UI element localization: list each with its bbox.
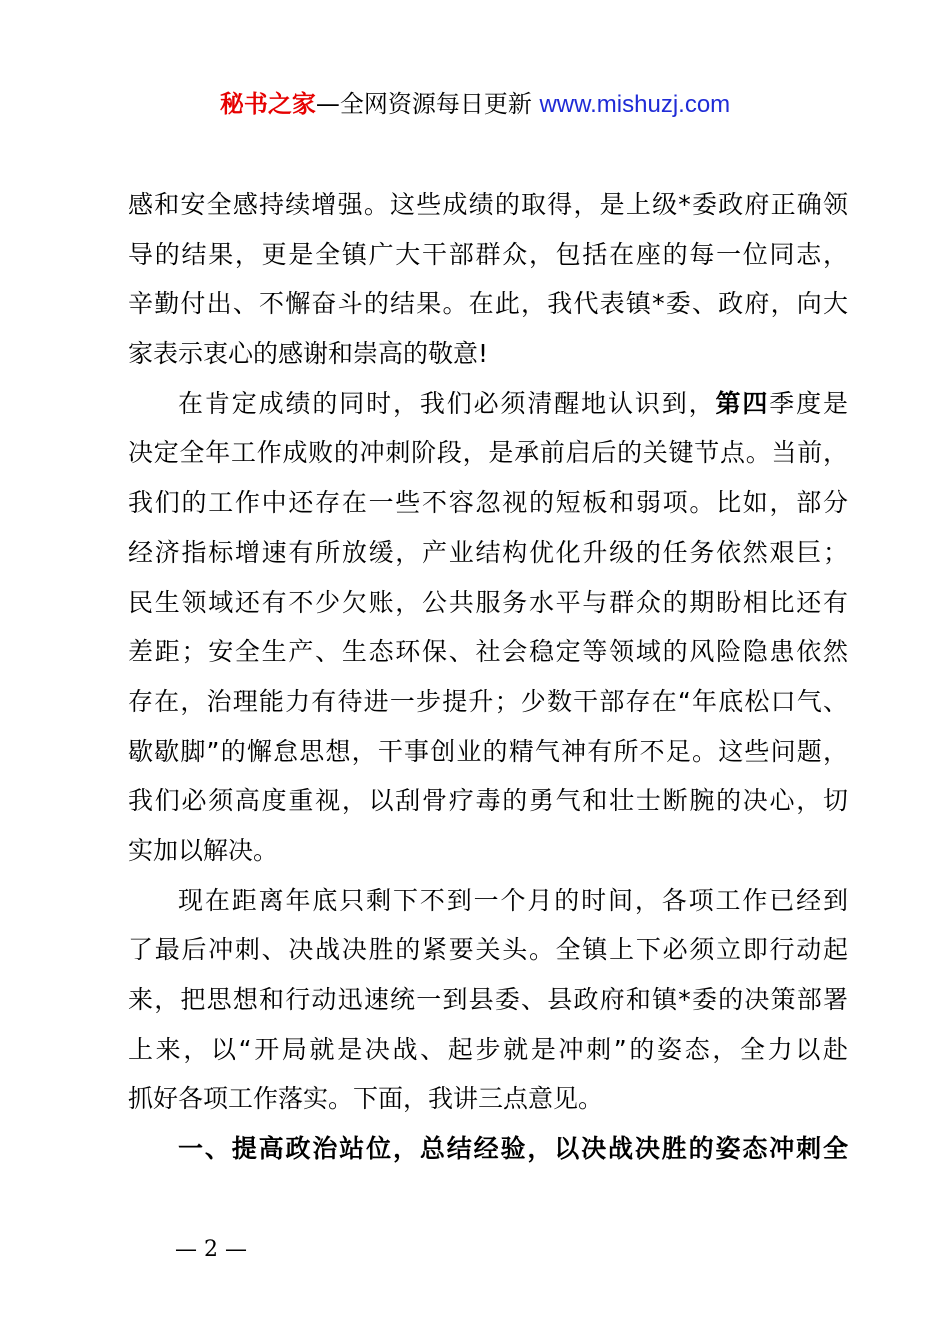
text-run: 在肯定成绩的同时，我们必须清醒地认识到，	[178, 388, 716, 418]
paragraph-line: 现在距离年底只剩下不到一个月的时间，各项工作已经到	[178, 885, 848, 915]
paragraph-line: 抓好各项工作落实。下面，我讲三点意见。	[128, 1084, 604, 1114]
paragraph-line: 导的结果，更是全镇广大干部群众，包括在座的每一位同志，	[128, 239, 848, 269]
site-url-link[interactable]: www.mishuzj.com	[539, 91, 731, 118]
paragraph-line: 决定全年工作成败的冲刺阶段，是承前启后的关键节点。当前，	[128, 438, 848, 468]
paragraph-line: 差距；安全生产、生态环保、社会稳定等领域的风险隐患依然	[128, 637, 848, 667]
paragraph-line: 辛勤付出、不懈奋斗的结果。在此，我代表镇*委、政府，向大	[128, 289, 848, 319]
paragraph-line: 了最后冲刺、决战决胜的紧要关头。全镇上下必须立即行动起	[128, 935, 848, 965]
section-heading: 一、提高政治站位，总结经验，以决战决胜的姿态冲刺全	[178, 1134, 848, 1164]
paragraph-line: 我们的工作中还存在一些不容忽视的短板和弱项。比如，部分	[128, 488, 848, 518]
site-header	[0, 84, 950, 125]
brand-name: 秘书之家	[219, 90, 316, 118]
paragraph-line	[128, 379, 848, 429]
paragraph-line: 家表示衷心的感谢和崇高的敬意!	[128, 339, 489, 369]
paragraph-line: 歇歇脚”的懈怠思想，干事创业的精气神有所不足。这些问题，	[128, 736, 848, 766]
paragraph-line: 来，把思想和行动迅速统一到县委、县政府和镇*委的决策部署	[128, 985, 848, 1014]
document-body	[128, 180, 848, 1174]
paragraph-line: 我们必须高度重视，以刮骨疗毒的勇气和壮士断腕的决心，切	[128, 786, 848, 816]
emphasis-text: 第四	[715, 388, 770, 418]
paragraph-line: 民生领域还有不少欠账，公共服务水平与群众的期盼相比还有	[128, 587, 848, 617]
page-number: — 2 —	[175, 1237, 247, 1262]
paragraph-line: 实加以解决。	[128, 835, 279, 865]
header-tagline: —全网资源每日更新	[315, 90, 532, 118]
paragraph-line: 存在，治理能力有待进一步提升；少数干部存在“年底松口气、	[128, 686, 848, 716]
paragraph-line: 感和安全感持续增强。这些成绩的取得，是上级*委政府正确领	[128, 190, 848, 219]
paragraph-line: 经济指标增速有所放缓，产业结构优化升级的任务依然艰巨；	[128, 537, 848, 567]
paragraph-line: 上来，以“开局就是决战、起步就是冲刺”的姿态，全力以赴	[128, 1034, 848, 1064]
text-run: 季度是	[769, 388, 848, 418]
